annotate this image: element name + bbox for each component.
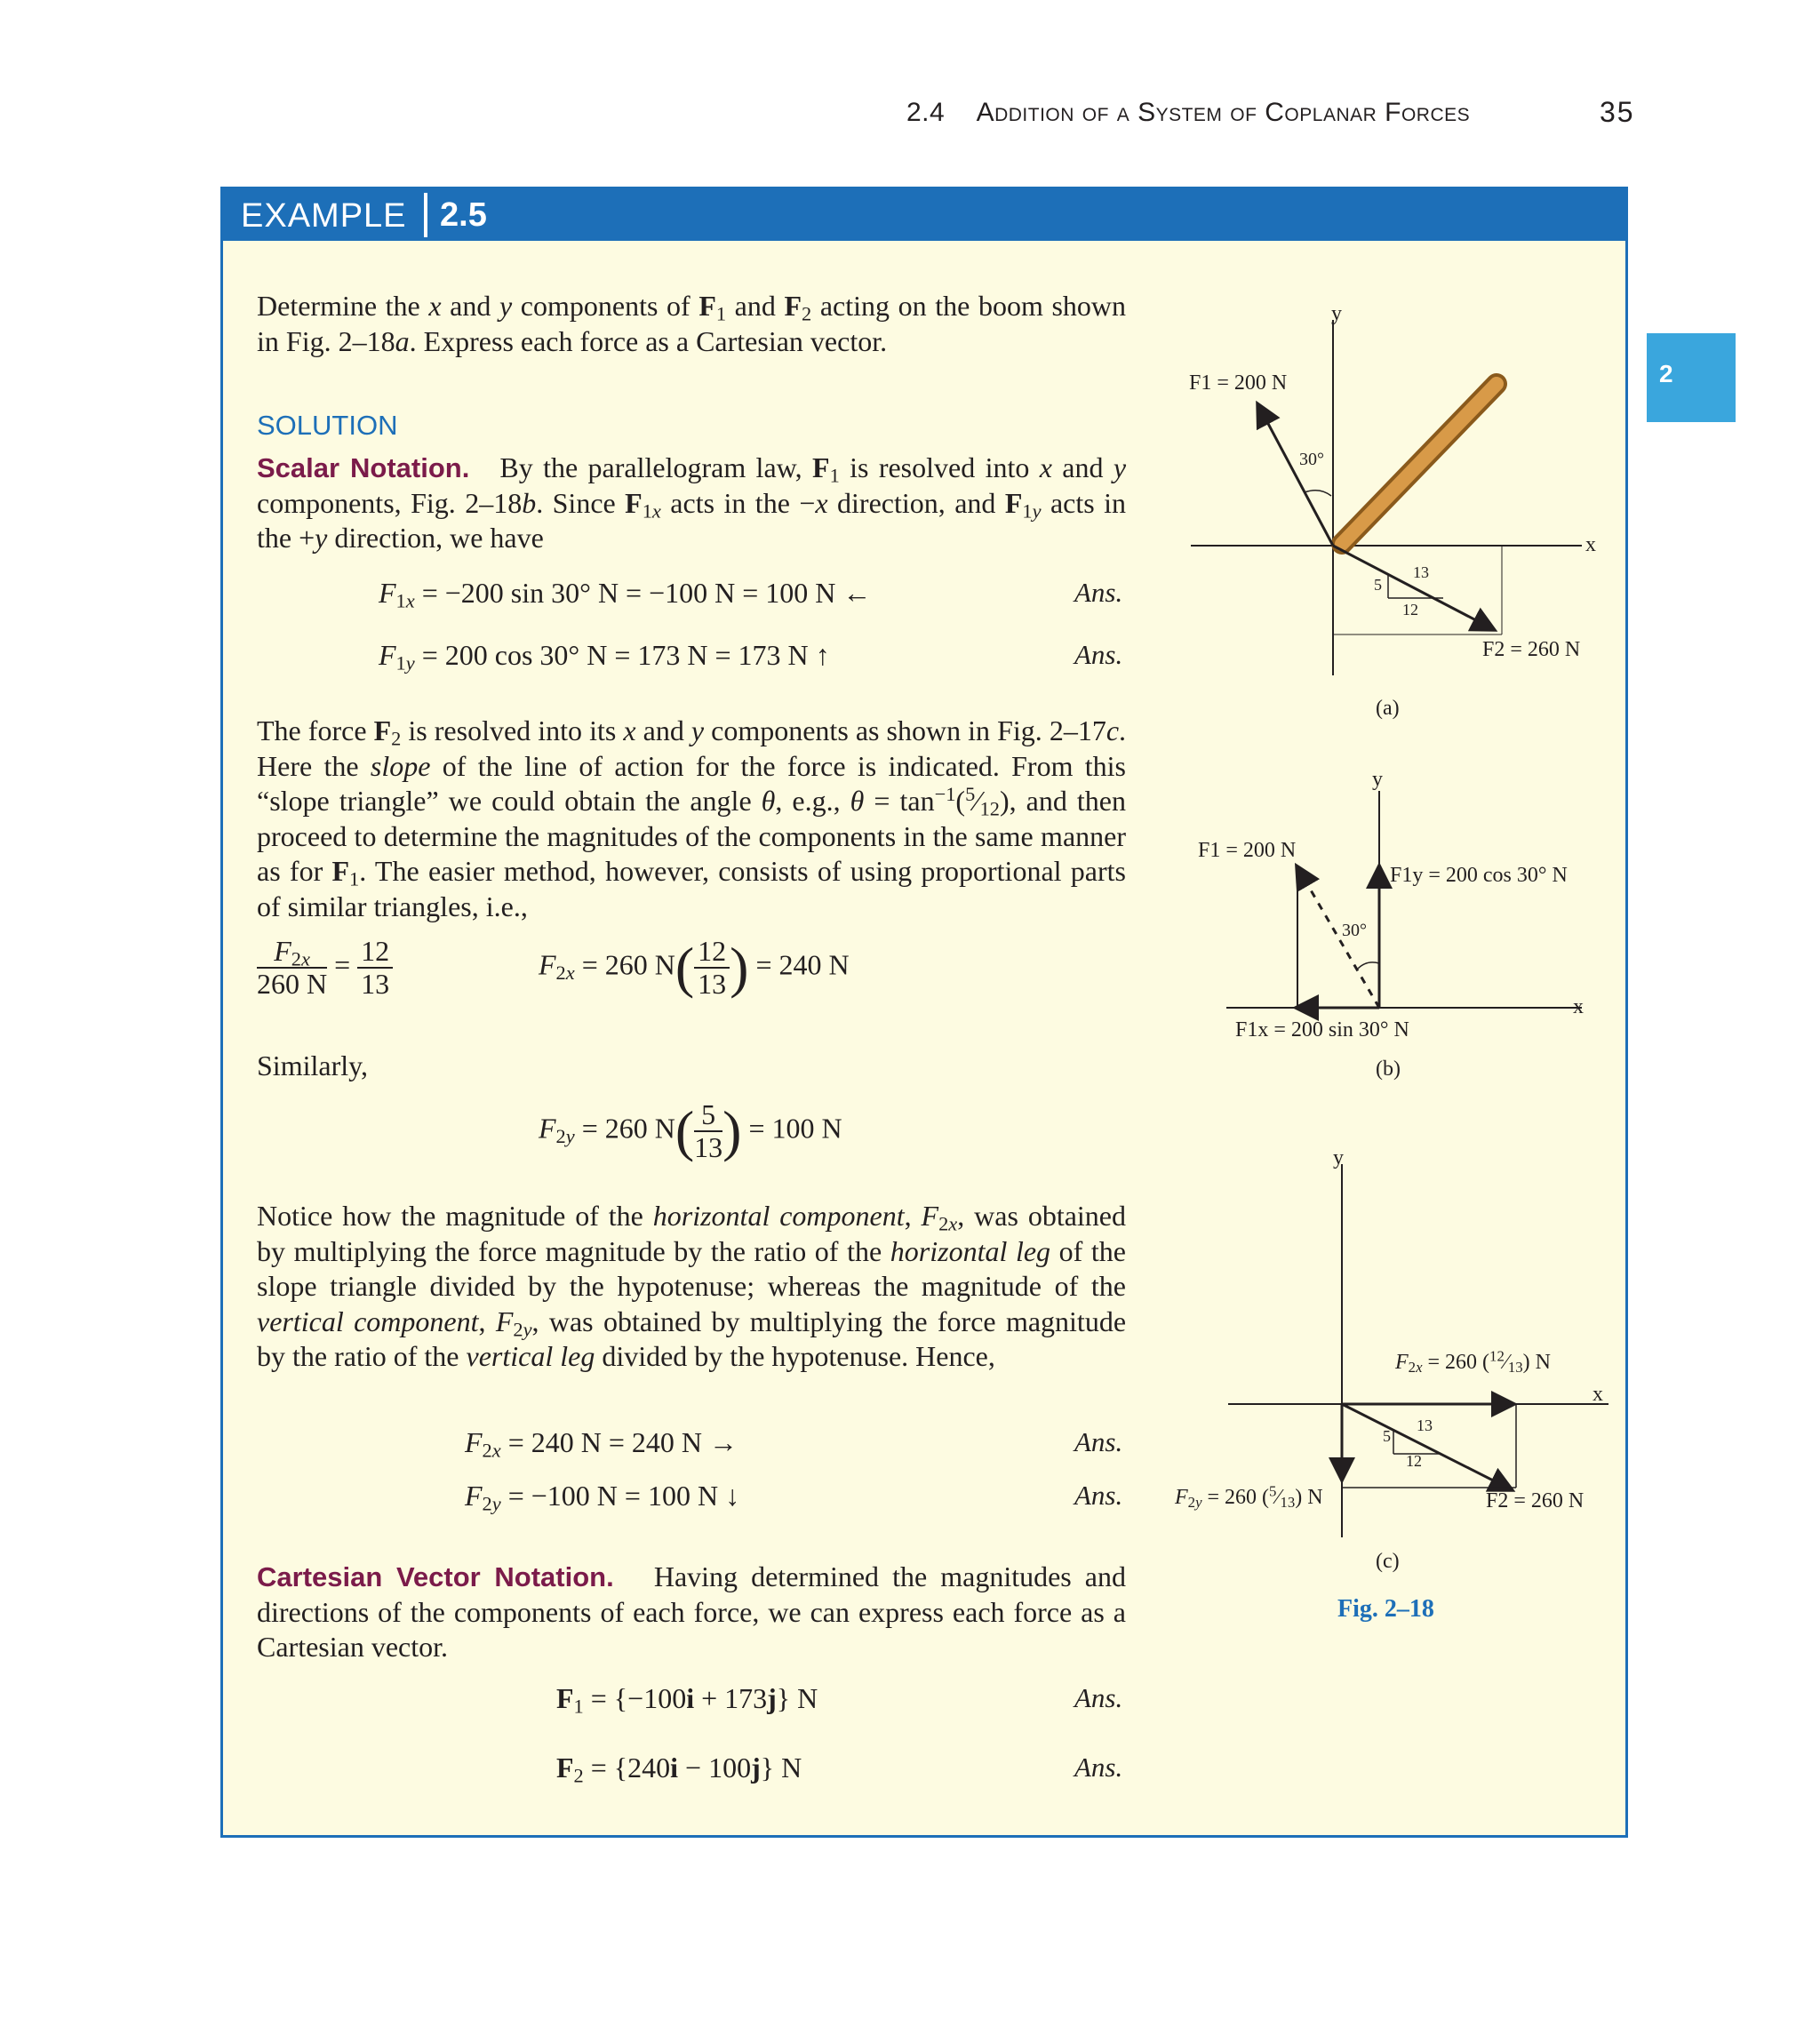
fig-c-caption: (c) xyxy=(1376,1550,1400,1573)
fig-b-x-label: x xyxy=(1573,995,1584,1018)
eq-f2x-calc: $F_{2x} = 260$ N( $\frac{12}{13}$ ) = 240 N xyxy=(539,935,850,1001)
section-number: 2.4 xyxy=(906,98,946,127)
eq-ratio: $\frac{F_{2x}}{260 N}$ = $\frac{12}{13}$ xyxy=(257,936,393,1000)
eq-f1x: $F_{1x} = -200$ sin 30° N = −100 N = 100 N ← xyxy=(379,577,872,612)
chapter-tab: 2 xyxy=(1647,333,1736,422)
fig-a-f1-arrow xyxy=(1258,405,1333,546)
fig-c-x-label: x xyxy=(1592,1383,1603,1406)
fig-a-hyp-label: 13 xyxy=(1413,563,1429,581)
fig-a-x-label: x xyxy=(1585,533,1596,556)
fig-c-hyp-label: 13 xyxy=(1417,1417,1433,1434)
fig-b-f1-arrow xyxy=(1297,867,1379,1008)
cartesian-paragraph: Cartesian Vector Notation. Having determined the magnitudes and directions of the components of each force, we can express each force as a Cartesian vector. xyxy=(257,1560,1127,1663)
fig-a-angle-arc xyxy=(1305,491,1331,496)
eq-F2-vector: $F_2 = \{240i - 100j\}$ N xyxy=(556,1752,802,1787)
example-number: 2.5 xyxy=(440,196,487,234)
fig-c-leg-h-label: 12 xyxy=(1406,1452,1422,1470)
cartesian-heading: Cartesian Vector Notation. xyxy=(257,1561,614,1592)
ans-f1y: Ans. xyxy=(1074,639,1123,670)
fig-c-f2-label: F2 = 260 N xyxy=(1486,1489,1585,1512)
fig-a-caption: (a) xyxy=(1376,697,1400,720)
fig-c-f2y-label: $F_{2y} = 260$ $(^5⁄_{13})$ N xyxy=(1175,1482,1323,1512)
section-title: Addition of a System of Coplanar Forces xyxy=(976,98,1471,127)
eq-f2x: $F_{2x} = 240$ N = 240 N → xyxy=(465,1426,738,1462)
fig-c-leg-v-label: 5 xyxy=(1383,1427,1391,1445)
example-header-bar xyxy=(223,189,1625,241)
fig-a-y-label: y xyxy=(1331,302,1342,325)
fig-b-f1-label: F1 = 200 N xyxy=(1198,839,1297,862)
running-head xyxy=(906,98,1470,128)
ans-F1: Ans. xyxy=(1074,1682,1123,1713)
ans-f2x: Ans. xyxy=(1074,1426,1123,1457)
fig-b-f1x-label: F1x = 200 sin 30° N xyxy=(1235,1018,1409,1041)
fig-b-caption: (b) xyxy=(1376,1057,1401,1081)
problem-statement: Determine the x and y components of $F_1$ and $F_2$ acting on the boom shown in Fig. 2–18a. Express each force as a Cartesian vector. xyxy=(257,290,1127,357)
page-number: 35 xyxy=(1600,96,1635,128)
fig-a-f1-label: F1 = 200 N xyxy=(1189,371,1288,395)
similarly-text: Similarly, xyxy=(257,1049,369,1081)
fig-c-y-label: y xyxy=(1333,1146,1344,1169)
fig-b-y-label: y xyxy=(1372,768,1383,791)
eq-f2y-calc: $F_{2y} = 260$ N( $\frac{5}{13}$ ) = 100 N xyxy=(539,1098,842,1164)
ans-f1x: Ans. xyxy=(1074,577,1123,608)
boom xyxy=(1342,384,1497,544)
scalar-heading: Scalar Notation. xyxy=(257,452,470,483)
fig-b-angle-label: 30° xyxy=(1342,921,1367,940)
eq-F1-vector: $F_1 = \{-100i + 173j\}$ N xyxy=(556,1682,818,1718)
fig-a-angle-label: 30° xyxy=(1299,450,1324,469)
ans-f2y: Ans. xyxy=(1074,1480,1123,1511)
fig-a-f2-label: F2 = 260 N xyxy=(1482,638,1581,661)
fig-a-leg-h-label: 12 xyxy=(1402,601,1418,618)
ans-F2: Ans. xyxy=(1074,1752,1123,1783)
example-divider xyxy=(424,193,427,237)
scalar-notation-paragraph: Scalar Notation. By the parallelogram law, $F_1$ is resolved into x and y components, Fig. 2–18b. Since $F_{1x}$ acts in the −x direction, and $F_{1y}$ acts in the +y direction, we have xyxy=(257,451,1127,554)
f2-paragraph: The force $F_2$ is resolved into its x and y components as shown in Fig. 2–17c. Here the slope of the line of action for the force is indicated. From this “slope triangle” we could obtain the angle θ, e.g., $\theta = \tan^{-1}(^5⁄_{12})$, and then proceed to determine the magnitudes of the components in the same manner as for $F_1$. The easier method, however, consists of using proportional parts of similar triangles, i.e., xyxy=(257,714,1127,922)
solution-heading: SOLUTION xyxy=(257,410,398,441)
fig-b-f1y-label: F1y = 200 cos 30° N xyxy=(1390,864,1568,887)
fig-b-angle-arc xyxy=(1358,962,1379,969)
eq-f2y: $F_{2y} = -100$ N = 100 N ↓ xyxy=(465,1480,740,1515)
fig-a-leg-v-label: 5 xyxy=(1374,576,1382,594)
notice-paragraph: Notice how the magnitude of the horizontal component, $F_{2x}$, was obtained by multiplying the force magnitude by the ratio of the horizontal leg of the slope triangle divided by the hypotenuse; whereas the magnitude of the vertical component, $F_{2y}$, was obtained by multiplying the force magnitude by the ratio of the vertical leg divided by the hypotenuse. Hence, xyxy=(257,1200,1127,1372)
eq-f1y: $F_{1y} = 200$ cos 30° N = 173 N = 173 N ↑ xyxy=(379,639,830,674)
figure-caption: Fig. 2–18 xyxy=(1337,1595,1434,1623)
fig-c-f2x-label: $F_{2x} = 260$ $(^{12}⁄_{13})$ N xyxy=(1395,1347,1551,1377)
example-label: EXAMPLE xyxy=(241,197,407,235)
